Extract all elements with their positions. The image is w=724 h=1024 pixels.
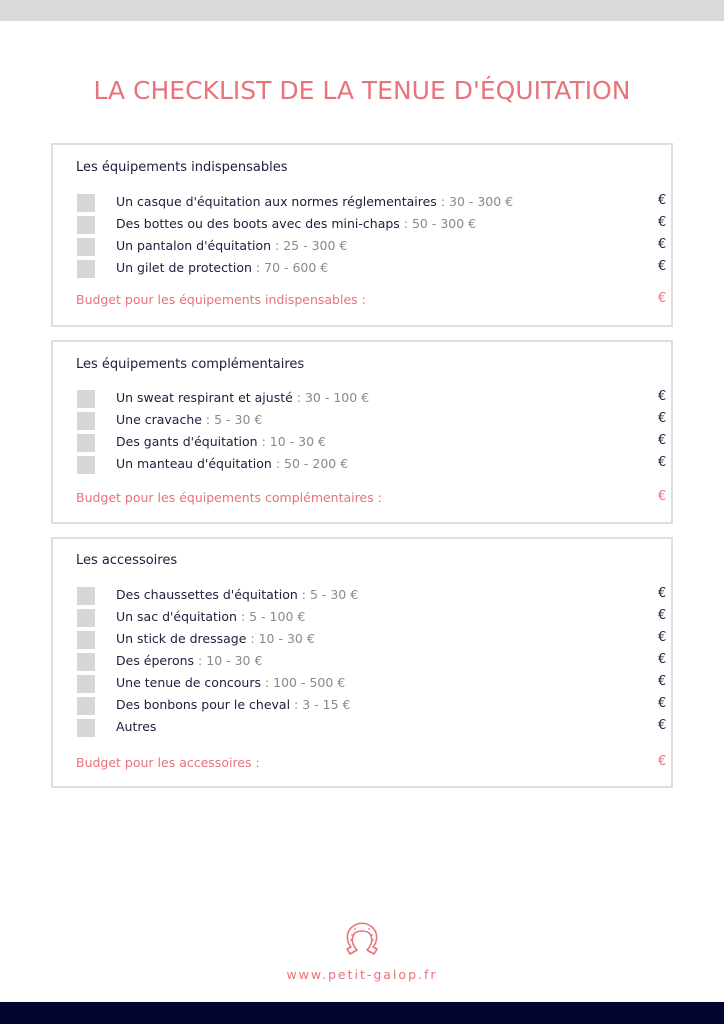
item-price: : 100 - 500 € — [260, 675, 346, 690]
item-label: Un gilet de protection — [116, 260, 252, 275]
euro-amount-field[interactable]: € — [658, 718, 667, 733]
budget-label: Budget pour les équipements indispensables : — [76, 292, 366, 307]
checkbox[interactable] — [77, 194, 95, 212]
item-label: Des chaussettes d'équitation — [116, 587, 298, 602]
top-bar — [0, 0, 724, 21]
bottom-bar — [0, 1002, 724, 1024]
item-price: : 30 - 100 € — [292, 390, 370, 405]
item-label: Une cravache — [116, 412, 202, 427]
checkbox[interactable] — [77, 238, 95, 256]
checkbox[interactable] — [77, 609, 95, 627]
item-label: Des bottes ou des boots avec des mini-chaps — [116, 216, 400, 231]
item-label: Un sweat respirant et ajusté — [116, 390, 293, 405]
budget-amount-field[interactable]: € — [658, 489, 667, 504]
checklist-item — [53, 237, 671, 259]
section-title: Les accessoires — [76, 553, 178, 568]
item-label: Une tenue de concours — [116, 675, 261, 690]
checkbox[interactable] — [77, 456, 95, 474]
euro-amount-field[interactable]: € — [658, 674, 667, 689]
item-price: : 70 - 600 € — [251, 260, 329, 275]
item-price: : 5 - 100 € — [236, 609, 306, 624]
checkbox[interactable] — [77, 587, 95, 605]
checkbox[interactable] — [77, 653, 95, 671]
section-title: Les équipements complémentaires — [76, 357, 305, 372]
checkbox[interactable] — [77, 434, 95, 452]
website-link[interactable]: www.petit-galop.fr — [286, 967, 438, 982]
item-price: : 50 - 300 € — [399, 216, 477, 231]
item-price: : 5 - 30 € — [297, 587, 359, 602]
checklist-item — [53, 674, 671, 696]
checkbox[interactable] — [77, 412, 95, 430]
item-label: Un casque d'équitation aux normes réglementaires — [116, 194, 437, 209]
checkbox[interactable] — [77, 631, 95, 649]
checklist-item — [53, 586, 671, 608]
section-indispensables — [51, 143, 673, 327]
item-price: : 50 - 200 € — [271, 456, 349, 471]
euro-amount-field[interactable]: € — [658, 259, 667, 274]
checklist-item — [53, 652, 671, 674]
item-label: Autres — [116, 719, 157, 734]
checklist-item — [53, 433, 671, 455]
checkbox[interactable] — [77, 697, 95, 715]
euro-amount-field[interactable]: € — [658, 455, 667, 470]
euro-amount-field[interactable]: € — [658, 630, 667, 645]
item-label: Un pantalon d'équitation — [116, 238, 272, 253]
horseshoe-icon — [341, 918, 383, 960]
checkbox[interactable] — [77, 260, 95, 278]
checklist-item — [53, 608, 671, 630]
item-price: : 10 - 30 € — [246, 631, 315, 646]
euro-amount-field[interactable]: € — [658, 586, 667, 601]
item-price: : 3 - 15 € — [290, 697, 351, 712]
item-price: : 10 - 30 € — [257, 434, 326, 449]
checklist-item — [53, 718, 671, 740]
section-title: Les équipements indispensables — [76, 160, 288, 175]
checklist-item — [53, 259, 671, 281]
item-label: Des gants d'équitation — [116, 434, 258, 449]
item-label: Un sac d'équitation — [116, 609, 237, 624]
euro-amount-field[interactable]: € — [658, 411, 667, 426]
item-price: : 5 - 30 € — [201, 412, 263, 427]
section-complementaires — [51, 340, 673, 524]
page-title: LA CHECKLIST DE LA TENUE D'ÉQUITATION — [93, 76, 631, 105]
item-price: : 30 - 300 € — [436, 194, 514, 209]
checkbox[interactable] — [77, 216, 95, 234]
checkbox[interactable] — [77, 675, 95, 693]
item-label: Des éperons — [116, 653, 195, 668]
euro-amount-field[interactable]: € — [658, 433, 667, 448]
checklist-item — [53, 411, 671, 433]
euro-amount-field[interactable]: € — [658, 608, 667, 623]
budget-amount-field[interactable]: € — [658, 754, 667, 769]
euro-amount-field[interactable]: € — [658, 215, 667, 230]
checkbox[interactable] — [77, 719, 95, 737]
item-price: : 25 - 300 € — [271, 238, 348, 253]
item-label: Des bonbons pour le cheval — [116, 697, 291, 712]
euro-amount-field[interactable]: € — [658, 237, 667, 252]
checkbox[interactable] — [77, 390, 95, 408]
checklist-item — [53, 193, 671, 215]
checklist-item — [53, 389, 671, 411]
section-accessoires — [51, 537, 673, 788]
checklist-item — [53, 215, 671, 237]
budget-label: Budget pour les équipements complémentaires : — [76, 490, 382, 505]
checklist-item — [53, 696, 671, 718]
budget-label: Budget pour les accessoires : — [76, 755, 260, 770]
euro-amount-field[interactable]: € — [658, 696, 667, 711]
item-label: Un manteau d'équitation — [116, 456, 272, 471]
budget-amount-field[interactable]: € — [658, 291, 667, 306]
euro-amount-field[interactable]: € — [658, 193, 667, 208]
item-price: : 10 - 30 € — [194, 653, 263, 668]
item-label: Un stick de dressage — [116, 631, 247, 646]
checklist-item — [53, 455, 671, 477]
euro-amount-field[interactable]: € — [658, 652, 667, 667]
euro-amount-field[interactable]: € — [658, 389, 667, 404]
checklist-item — [53, 630, 671, 652]
